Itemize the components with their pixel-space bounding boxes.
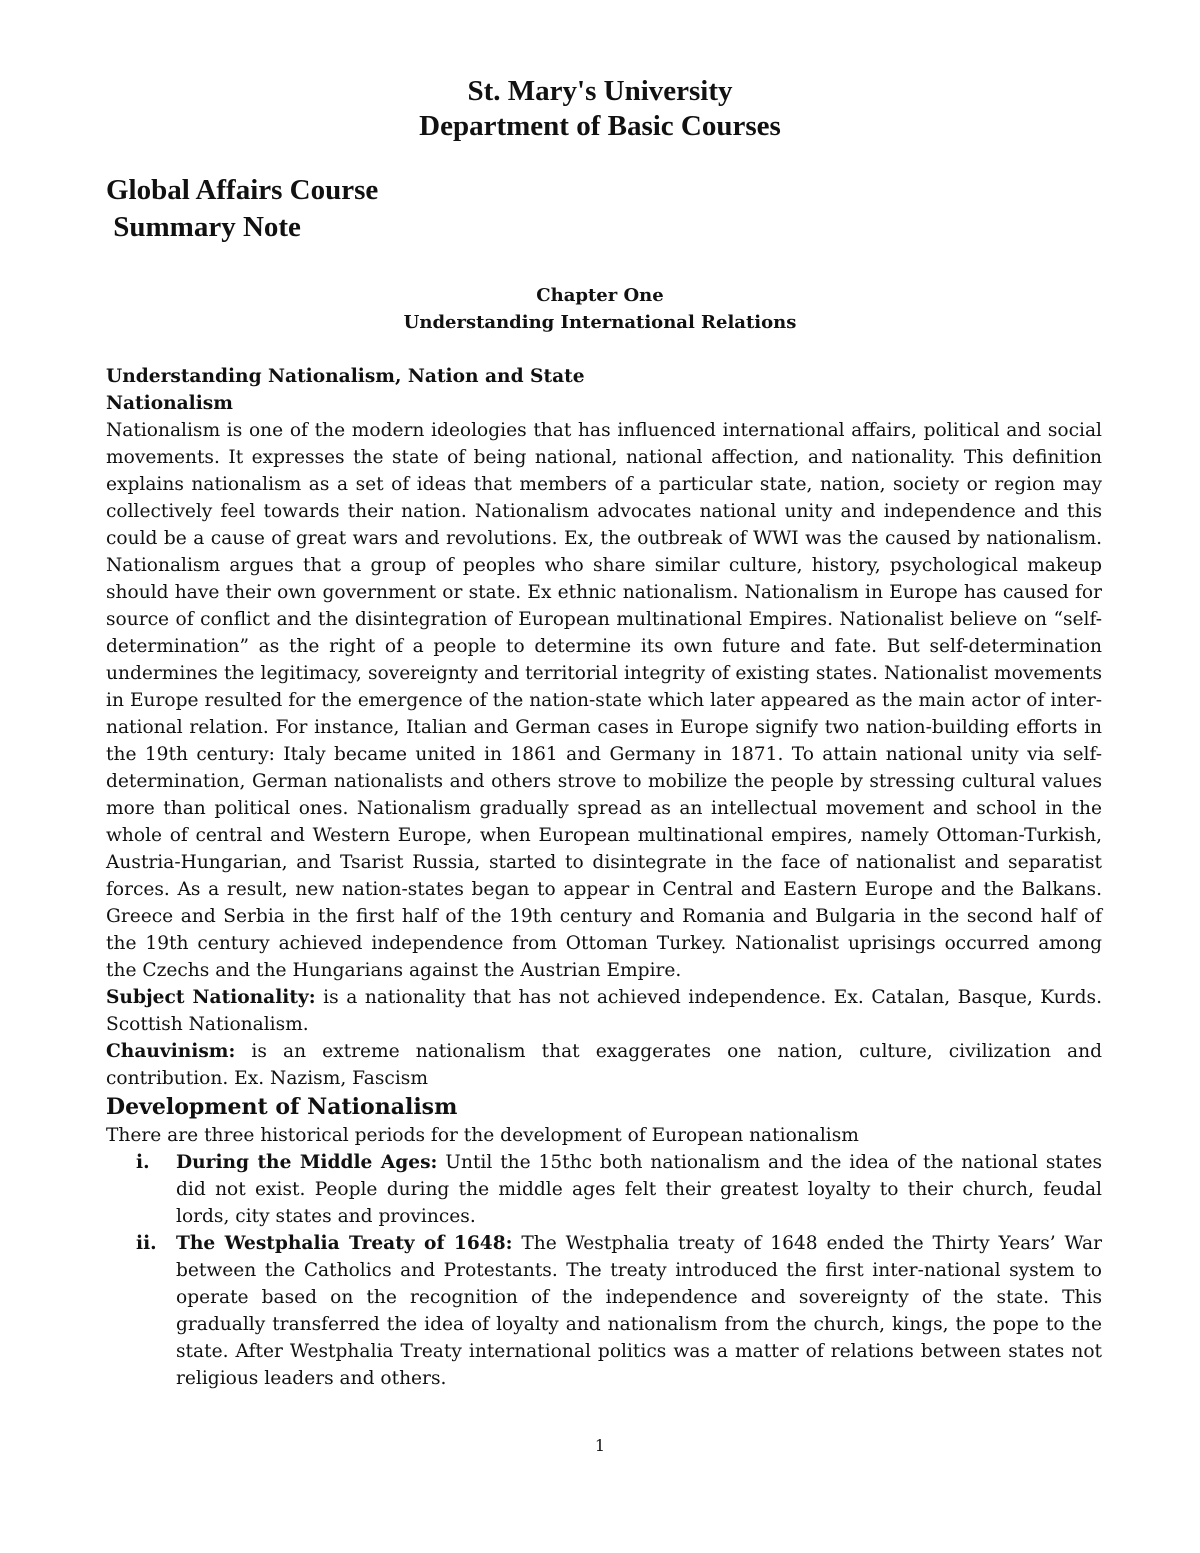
nationalism-paragraph: Nationalism is one of the modern ideologies that has influenced international affairs, political and social movements. It expresses the state of being national, national affection, and nationality. This definition explains nationalism as a set of ideas that members of a particular state, nation, society or region may collectively feel towards their nation. Nationalism advocates national unity and independence and this could be a cause of great wars and revolutions. Ex, the outbreak of WWI was the caused by nationalism. Nationalism argues that a group of peoples who share similar culture, history, psychological makeup should have their own government or state. Ex ethnic nationalism. Nationalism in Europe has caused for source of conflict and the disintegration of European multinational Empires. Nationalist believe on “self-determination” as the right of a people to determine its own future and fate. But self-determination undermines the legitimacy, sovereignty and territorial integrity of existing states. Nationalist movements in Europe resulted for the emergence of the nation-state which later appeared as the main actor of inter-national relation. For instance, Italian and German cases in Europe signify two nation-building efforts in the 19th century: Italy became united in 1861 and Germany in 1871. To attain national unity via self-determination, German nationalists and others strove to mobilize the people by stressing cultural values more than political ones. Nationalism gradually spread as an intellectual movement and school in the whole of central and Western Europe, when European multinational empires, namely Ottoman-Turkish, Austria-Hungarian, and Tsarist Russia, started to disintegrate in the face of nationalist and separatist forces. As a result, new nation-states began to appear in Central and Eastern Europe and the Balkans. Greece and Serbia in the first half of the 19th century and Romania and Bulgaria in the second half of the 19th century achieved independence from Ottoman Turkey. Nationalist uprisings occurred among the Czechs and the Hungarians against the Austrian Empire. xyxy=(106,420,1102,981)
chauvinism-text: is an extreme nationalism that exaggerates one nation, culture, civilization and contribution. Ex. Nazism, Fascism xyxy=(106,1041,1102,1089)
note-title: Summary Note xyxy=(106,211,301,243)
list-item xyxy=(106,1149,1102,1230)
title-block xyxy=(0,74,1200,144)
subject-nationality-paragraph xyxy=(106,984,1102,1038)
subject-nationality-term: Subject Nationality: xyxy=(106,987,316,1008)
list-item-text xyxy=(176,1230,1102,1392)
list-item-body: Until the 15thc both nationalism and the idea of the national states did not exist. People during the middle ages felt their greatest loyalty to their church, feudal lords, city states and provinces. xyxy=(176,1152,1102,1227)
page-number: 1 xyxy=(594,1436,606,1455)
department-name: Department of Basic Courses xyxy=(419,110,781,142)
course-block xyxy=(106,172,378,246)
chapter-title: Understanding International Relations xyxy=(403,312,797,333)
list-item xyxy=(106,1230,1102,1392)
period-list xyxy=(106,1149,1102,1392)
list-item-number: i. xyxy=(136,1152,150,1173)
section-subheading: Nationalism xyxy=(106,393,233,414)
list-item-term: The Westphalia Treaty of 1648: xyxy=(176,1233,513,1254)
section-heading: Understanding Nationalism, Nation and State xyxy=(106,366,585,387)
list-item-number: ii. xyxy=(136,1233,157,1254)
subject-nationality-text: is a nationality that has not achieved independence. Ex. Catalan, Basque, Kurds. Scottish Nationalism. xyxy=(106,987,1103,1035)
chapter-label: Chapter One xyxy=(536,285,664,306)
university-name: St. Mary's University xyxy=(467,75,733,107)
chauvinism-paragraph xyxy=(106,1038,1102,1092)
chapter-block xyxy=(0,282,1200,336)
list-item-text xyxy=(176,1149,1102,1230)
list-item-body: The Westphalia treaty of 1648 ended the Thirty Years’ War between the Catholics and Protestants. The treaty introduced the first inter-national system to operate based on the recognition of the independence and sovereignty of the state. This gradually transferred the idea of loyalty and nationalism from the church, kings, the pope to the state. After Westphalia Treaty international politics was a matter of relations between states not religious leaders and others. xyxy=(176,1233,1102,1389)
list-item-term: During the Middle Ages: xyxy=(176,1152,438,1173)
chauvinism-term: Chauvinism: xyxy=(106,1041,236,1062)
development-heading: Development of Nationalism xyxy=(106,1094,458,1120)
document-body xyxy=(106,363,1102,1392)
course-title: Global Affairs Course xyxy=(106,174,379,206)
development-intro: There are three historical periods for the development of European nationalism xyxy=(106,1125,859,1146)
